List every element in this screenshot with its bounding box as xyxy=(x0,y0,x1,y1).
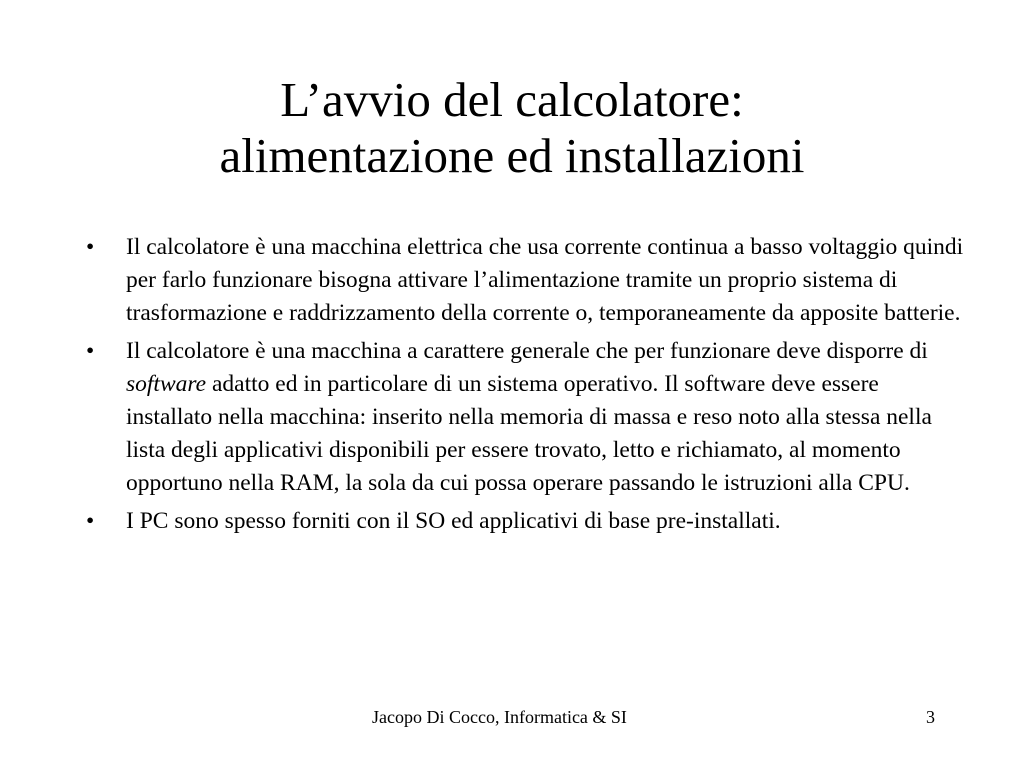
bullet-text-1: Il calcolatore è una macchina elettrica che usa corrente continua a basso voltaggio quindi per farlo funzionare bisogna attivare l’alimentazione tramite un proprio sistema di trasformazione e raddrizzamento della corrente o, temporaneamente da apposite batterie. xyxy=(126,234,964,326)
bullet-list xyxy=(86,231,966,543)
bullet-dot-icon: • xyxy=(86,338,95,364)
bullet-text-2-after: adatto ed in particolare di un sistema operativo. Il software deve essere installato nella macchina: inserito nella memoria di massa e reso noto alla stessa nella lista degli applicativi disponibili per essere trovato, letto e richiamato, al momento opportuno nella RAM, la sola da cui possa operare passando le istruzioni alla CPU. xyxy=(126,371,932,496)
slide-title xyxy=(60,72,964,184)
bullet-item-2 xyxy=(86,335,966,500)
bullet-text-3: I PC sono spesso forniti con il SO ed applicativi di base pre-installati. xyxy=(126,508,781,534)
bullet-text-2-before: Il calcolatore è una macchina a carattere generale che per funzionare deve disporre di xyxy=(126,338,928,364)
page-number: 3 xyxy=(926,707,935,727)
bullet-item-1 xyxy=(86,231,966,330)
bullet-text-2-emphasis: software xyxy=(126,371,207,397)
bullet-dot-icon: • xyxy=(86,508,95,534)
bullet-dot-icon: • xyxy=(86,234,95,260)
slide-title-line-1: L’avvio del calcolatore: xyxy=(280,72,744,127)
slide-title-line-2: alimentazione ed installazioni xyxy=(219,128,805,183)
footer-author: Jacopo Di Cocco, Informatica & SI xyxy=(372,707,627,727)
bullet-item-3 xyxy=(86,505,966,538)
